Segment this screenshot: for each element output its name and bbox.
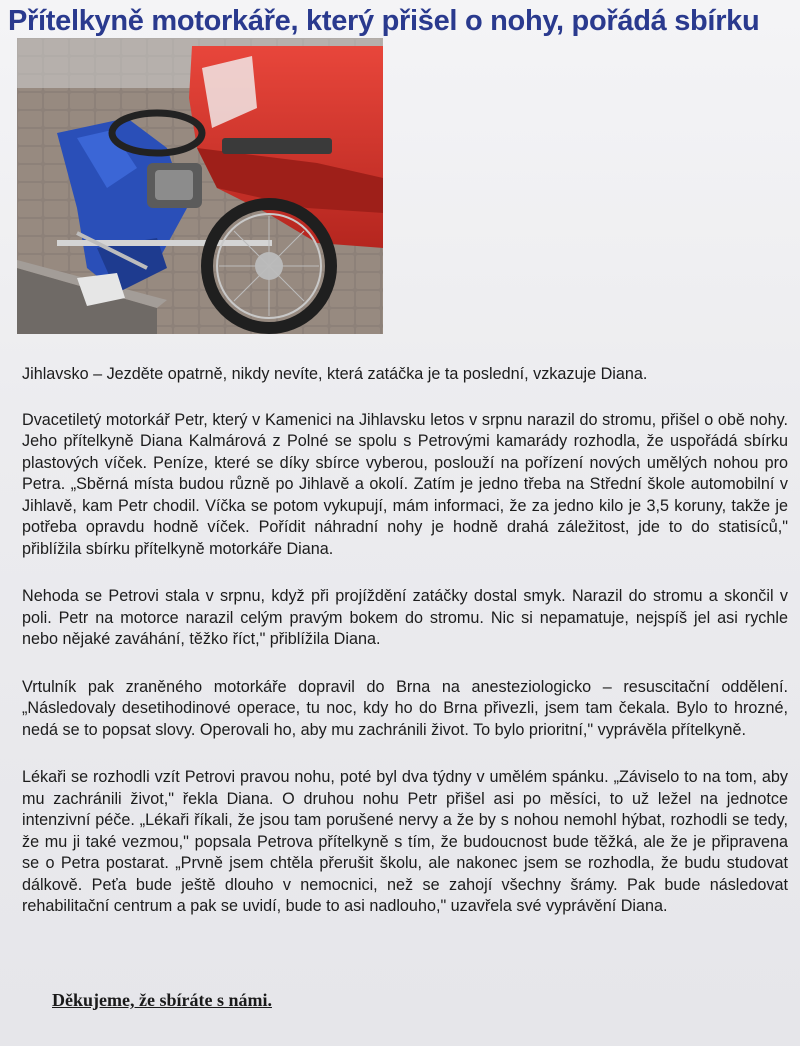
article-lead: Jihlavsko – Jezděte opatrně, nikdy nevíte, která zatáčka je ta poslední, vzkazuje Diana. [22, 365, 648, 383]
crashed-motorcycle-photo [17, 38, 383, 334]
article-paragraph: Nehoda se Petrovi stala v srpnu, když při projíždění zatáčky dostal smyk. Narazil do stromu a skončil v poli. Petr na motorce narazil celým pravým bokem do stromu. Nic si nepamatuje, nejspíš jel asi rychle nebo nějaké zaváhání, těžko říct," přiblížila Diana. [22, 587, 788, 648]
crashed-motorcycle-icon [17, 38, 383, 334]
article-body [22, 364, 788, 944]
article-paragraph: Vrtulník pak zraněného motorkáře dopravil do Brna na anesteziologicko – resuscitační oddělení. „Následovaly desetihodinové operace, tu noc, kdy ho do Brna přivezli, jsem tam čekala. Bylo to hrozné, nedá se to popsat slovy. Operovali ho, aby mu zachránili život. To bylo prioritní," vyprávěla přítelkyně. [22, 677, 788, 739]
article-headline: Přítelkyně motorkáře, který přišel o nohy, pořádá sbírku [8, 5, 760, 37]
article-paragraph: Lékaři se rozhodli vzít Petrovi pravou nohu, poté byl dva týdny v umělém spánku. „Záviselo to na tom, aby mu zachránili život," řekla Diana. O druhou nohu Petr přišel asi po měsíci, to už ležel na jednotce intenzivní péče. „Lékaři říkali, že jsou tam porušené nervy a že by s nohou nemohl hýbat, rozhodli se tedy, že mu ji také vezmou," popsala Petrova přítelkyně s tím, že budoucnost bude těžká, ale že je připravena se o Petra postarat. „Prvně jsem chtěla přerušit školu, ale nakonec jsem se rozhodla, že budu studovat dálkově. Peťa bude ještě dlouho v nemocnici, než se zahojí všechny šrámy. Pak bude následovat rehabilitační centrum a pak se uvidí, bude to asi nadlouho," uzavřela své vyprávění Diana. [22, 768, 788, 915]
article-paragraph: Dvacetiletý motorkář Petr, který v Kamenici na Jihlavsku letos v srpnu narazil do stromu, přišel o obě nohy. Jeho přítelkyně Diana Kalmárová z Polné se spolu s Petrovými kamarády rozhodla, že uspořádá sbírku plastových víček. Peníze, které se díky sbírce vyberou, poslouží na pořízení nových umělých nohou pro Petra. „Sběrná místa budou různě po Jihlavě a okolí. Zatím je jedno třeba na Střední škole automobilní v Jihlavě, kam Petr chodil. Víčka se potom vykupují, mám informaci, že za jedno kilo je 3,5 koruny, takže je potřeba opravdu hodně víček. Pořídit náhradní nohy je hodně drahá záležitost, jde to do statisíců," přiblížila sbírku přítelkyně motorkáře Diana. [22, 410, 788, 558]
thanks-note: Děkujeme, že sbíráte s námi. [52, 990, 272, 1010]
